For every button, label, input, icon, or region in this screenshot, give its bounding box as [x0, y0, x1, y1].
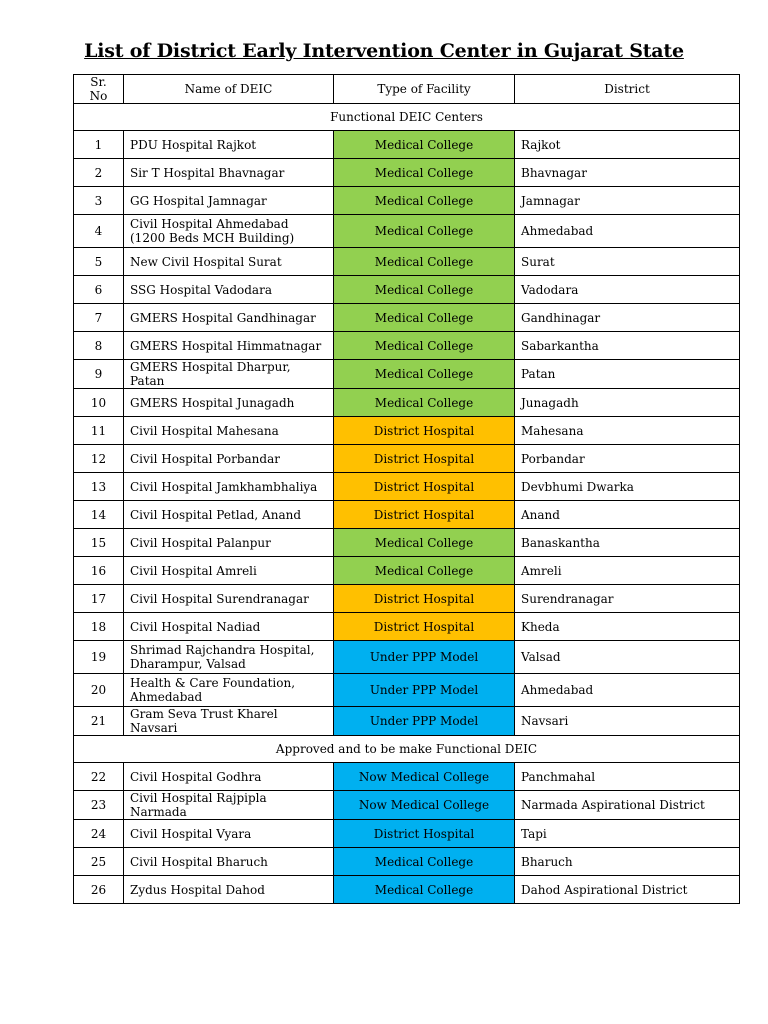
facility-type-cell: Medical College: [334, 557, 515, 585]
table-row: [74, 248, 740, 276]
deic-name-cell: Civil Hospital Godhra: [124, 763, 334, 791]
table-row: [74, 791, 740, 820]
deic-name-cell: Civil Hospital Palanpur: [124, 529, 334, 557]
table-row: [74, 360, 740, 389]
deic-name-cell: Civil Hospital Bharuch: [124, 848, 334, 876]
sr-no-cell: 16: [74, 557, 124, 585]
deic-name-cell: Civil Hospital Porbandar: [124, 445, 334, 473]
sr-no-cell: 15: [74, 529, 124, 557]
sr-no-cell: 1: [74, 131, 124, 159]
sr-no-cell: 11: [74, 417, 124, 445]
district-cell: Jamnagar: [515, 187, 740, 215]
table-row: [74, 876, 740, 904]
sr-no-cell: 12: [74, 445, 124, 473]
deic-name-cell: PDU Hospital Rajkot: [124, 131, 334, 159]
district-cell: Ahmedabad: [515, 215, 740, 248]
table-row: [74, 276, 740, 304]
district-cell: Narmada Aspirational District: [515, 791, 740, 820]
deic-name-cell: New Civil Hospital Surat: [124, 248, 334, 276]
sr-no-cell: 13: [74, 473, 124, 501]
district-cell: Sabarkantha: [515, 332, 740, 360]
district-cell: Valsad: [515, 641, 740, 674]
facility-type-cell: Medical College: [334, 187, 515, 215]
deic-name-cell: Civil Hospital Jamkhambhaliya: [124, 473, 334, 501]
sr-no-cell: 10: [74, 389, 124, 417]
district-cell: Patan: [515, 360, 740, 389]
district-cell: Porbandar: [515, 445, 740, 473]
district-cell: Mahesana: [515, 417, 740, 445]
sr-no-cell: 9: [74, 360, 124, 389]
deic-name-cell: GG Hospital Jamnagar: [124, 187, 334, 215]
district-cell: Bhavnagar: [515, 159, 740, 187]
table-row: [74, 763, 740, 791]
district-cell: Kheda: [515, 613, 740, 641]
table-row: [74, 215, 740, 248]
deic-name-cell: Civil Hospital Vyara: [124, 820, 334, 848]
facility-type-cell: Medical College: [334, 215, 515, 248]
table-row: [74, 131, 740, 159]
facility-type-cell: District Hospital: [334, 820, 515, 848]
sr-no-cell: 26: [74, 876, 124, 904]
table-row: [74, 585, 740, 613]
sr-no-cell: 21: [74, 707, 124, 736]
facility-type-cell: District Hospital: [334, 585, 515, 613]
facility-type-cell: Medical College: [334, 389, 515, 417]
table-body: [74, 104, 740, 904]
header-sr-no: Sr. No: [74, 75, 124, 104]
header-name-of-deic: Name of DEIC: [124, 75, 334, 104]
district-cell: Anand: [515, 501, 740, 529]
facility-type-cell: Medical College: [334, 876, 515, 904]
facility-type-cell: Medical College: [334, 360, 515, 389]
deic-name-cell: Civil Hospital Petlad, Anand: [124, 501, 334, 529]
facility-type-cell: Medical College: [334, 529, 515, 557]
sr-no-cell: 2: [74, 159, 124, 187]
facility-type-cell: Medical College: [334, 131, 515, 159]
deic-table: [73, 74, 740, 904]
table-row: [74, 159, 740, 187]
facility-type-cell: District Hospital: [334, 501, 515, 529]
facility-type-cell: Under PPP Model: [334, 707, 515, 736]
deic-name-cell: Sir T Hospital Bhavnagar: [124, 159, 334, 187]
table-row: [74, 557, 740, 585]
table-row: [74, 473, 740, 501]
sr-no-cell: 18: [74, 613, 124, 641]
deic-name-cell: Health & Care Foundation, Ahmedabad: [124, 674, 334, 707]
facility-type-cell: District Hospital: [334, 473, 515, 501]
table-row: [74, 332, 740, 360]
sr-no-cell: 19: [74, 641, 124, 674]
district-cell: Gandhinagar: [515, 304, 740, 332]
district-cell: Banaskantha: [515, 529, 740, 557]
facility-type-cell: Medical College: [334, 159, 515, 187]
sr-no-cell: 22: [74, 763, 124, 791]
header-type-of-facility: Type of Facility: [334, 75, 515, 104]
table-row: [74, 445, 740, 473]
deic-name-cell: SSG Hospital Vadodara: [124, 276, 334, 304]
table-row: [74, 529, 740, 557]
district-cell: Surat: [515, 248, 740, 276]
deic-name-cell: Civil Hospital Ahmedabad (1200 Beds MCH Building): [124, 215, 334, 248]
facility-type-cell: Now Medical College: [334, 791, 515, 820]
sr-no-cell: 5: [74, 248, 124, 276]
facility-type-cell: Medical College: [334, 248, 515, 276]
district-cell: Tapi: [515, 820, 740, 848]
table-row: [74, 613, 740, 641]
deic-name-cell: Civil Hospital Surendranagar: [124, 585, 334, 613]
section-title: Functional DEIC Centers: [74, 104, 740, 131]
district-cell: Navsari: [515, 707, 740, 736]
district-cell: Dahod Aspirational District: [515, 876, 740, 904]
table-row: [74, 501, 740, 529]
district-cell: Amreli: [515, 557, 740, 585]
district-cell: Vadodara: [515, 276, 740, 304]
table-row: [74, 707, 740, 736]
sr-no-cell: 24: [74, 820, 124, 848]
deic-name-cell: GMERS Hospital Gandhinagar: [124, 304, 334, 332]
section-row: [74, 104, 740, 131]
sr-no-cell: 7: [74, 304, 124, 332]
table-row: [74, 187, 740, 215]
deic-name-cell: Civil Hospital Nadiad: [124, 613, 334, 641]
facility-type-cell: Now Medical College: [334, 763, 515, 791]
facility-type-cell: Medical College: [334, 304, 515, 332]
table-row: [74, 304, 740, 332]
district-cell: Devbhumi Dwarka: [515, 473, 740, 501]
district-cell: Junagadh: [515, 389, 740, 417]
sr-no-cell: 17: [74, 585, 124, 613]
deic-name-cell: GMERS Hospital Junagadh: [124, 389, 334, 417]
section-title: Approved and to be make Functional DEIC: [74, 736, 740, 763]
table-row: [74, 389, 740, 417]
district-cell: Surendranagar: [515, 585, 740, 613]
facility-type-cell: District Hospital: [334, 613, 515, 641]
sr-no-cell: 20: [74, 674, 124, 707]
deic-name-cell: Civil Hospital Amreli: [124, 557, 334, 585]
deic-name-cell: Civil Hospital Mahesana: [124, 417, 334, 445]
deic-name-cell: Gram Seva Trust Kharel Navsari: [124, 707, 334, 736]
facility-type-cell: District Hospital: [334, 417, 515, 445]
table-row: [74, 674, 740, 707]
sr-no-cell: 8: [74, 332, 124, 360]
sr-no-cell: 23: [74, 791, 124, 820]
page-title: List of District Early Intervention Center in Gujarat State: [84, 40, 684, 62]
deic-name-cell: Shrimad Rajchandra Hospital, Dharampur, Valsad: [124, 641, 334, 674]
sr-no-cell: 6: [74, 276, 124, 304]
deic-name-cell: GMERS Hospital Himmatnagar: [124, 332, 334, 360]
section-row: [74, 736, 740, 763]
facility-type-cell: Medical College: [334, 332, 515, 360]
table-row: [74, 641, 740, 674]
sr-no-cell: 4: [74, 215, 124, 248]
district-cell: Panchmahal: [515, 763, 740, 791]
sr-no-cell: 3: [74, 187, 124, 215]
header-row: [74, 75, 740, 104]
facility-type-cell: Medical College: [334, 276, 515, 304]
sr-no-cell: 14: [74, 501, 124, 529]
table-row: [74, 848, 740, 876]
deic-name-cell: Zydus Hospital Dahod: [124, 876, 334, 904]
facility-type-cell: Under PPP Model: [334, 641, 515, 674]
facility-type-cell: Medical College: [334, 848, 515, 876]
sr-no-cell: 25: [74, 848, 124, 876]
table-row: [74, 820, 740, 848]
facility-type-cell: District Hospital: [334, 445, 515, 473]
district-cell: Bharuch: [515, 848, 740, 876]
district-cell: Ahmedabad: [515, 674, 740, 707]
header-district: District: [515, 75, 740, 104]
deic-name-cell: Civil Hospital Rajpipla Narmada: [124, 791, 334, 820]
table-row: [74, 417, 740, 445]
facility-type-cell: Under PPP Model: [334, 674, 515, 707]
deic-name-cell: GMERS Hospital Dharpur, Patan: [124, 360, 334, 389]
district-cell: Rajkot: [515, 131, 740, 159]
